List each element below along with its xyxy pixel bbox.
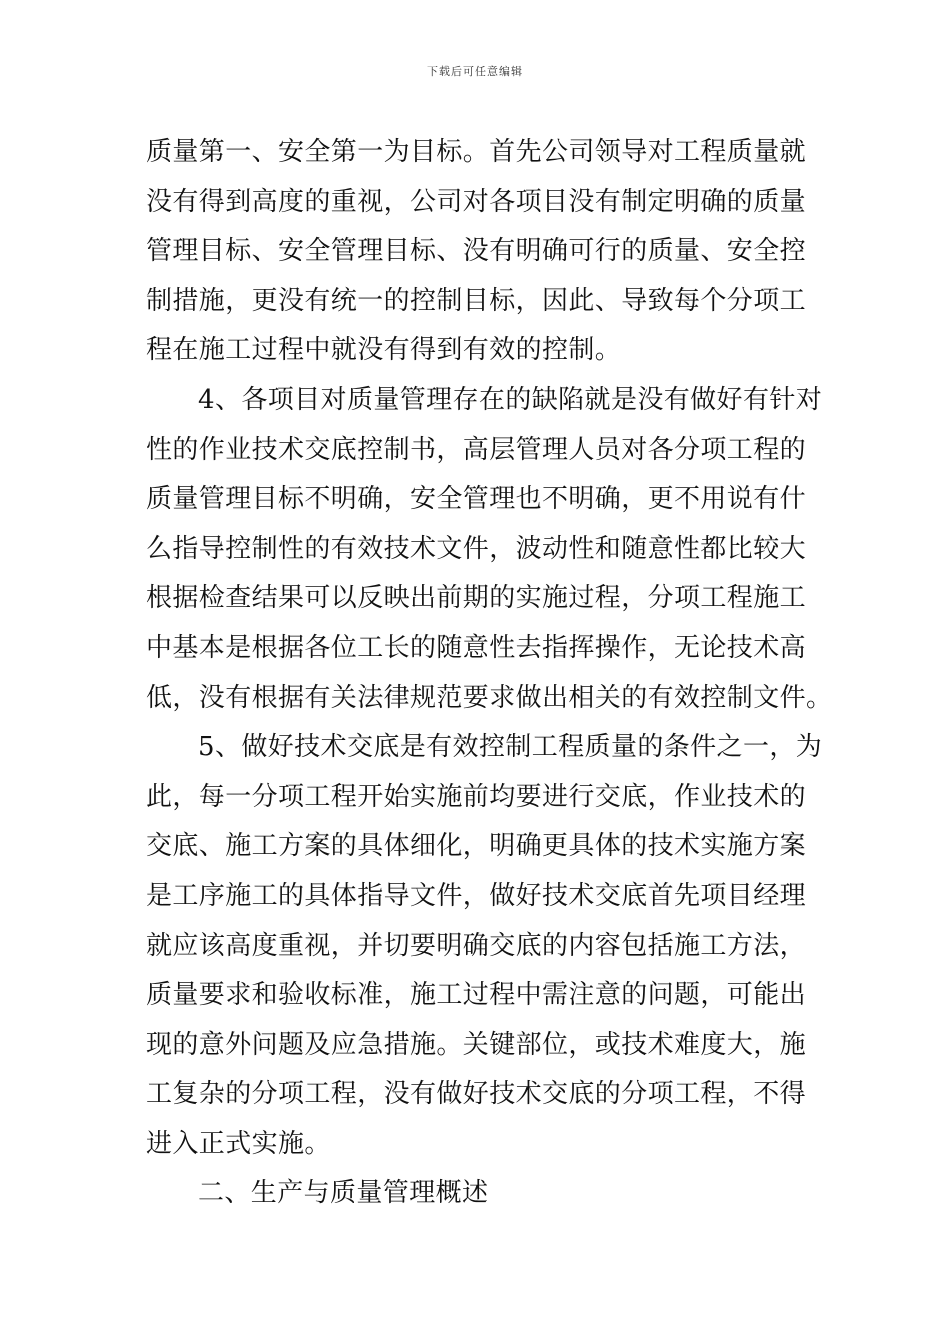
paragraph-line: 质量要求和验收标准，施工过程中需注意的问题，可能出	[146, 980, 807, 1011]
section-heading: 二、生产与质量管理概述	[198, 1178, 489, 1209]
paragraph-line: 没有得到高度的重视，公司对各项目没有制定明确的质量	[146, 186, 807, 217]
paragraph-line: 就应该高度重视，并切要明确交底的内容包括施工方法，	[146, 930, 807, 961]
paragraph-line: 根据检查结果可以反映出前期的实施过程，分项工程施工	[146, 583, 807, 614]
paragraph-line: 管理目标、安全管理目标、没有明确可行的质量、安全控	[146, 236, 807, 267]
paragraph-line: 质量管理目标不明确，安全管理也不明确，更不用说有什	[146, 484, 807, 515]
page-header: 下载后可任意编辑	[427, 65, 523, 78]
paragraph-line: 性的作业技术交底控制书，高层管理人员对各分项工程的	[146, 434, 807, 465]
paragraph-line: 是工序施工的具体指导文件，做好技术交底首先项目经理	[146, 880, 807, 911]
paragraph-line: 么指导控制性的有效技术文件，波动性和随意性都比较大	[146, 533, 807, 564]
paragraph-line: 工复杂的分项工程，没有做好技术交底的分项工程，不得	[146, 1079, 807, 1110]
paragraph-line: 5、做好技术交底是有效控制工程质量的条件之一，为	[198, 732, 823, 763]
paragraph-line: 现的意外问题及应急措施。关键部位，或技术难度大，施	[146, 1029, 807, 1060]
paragraph-line: 4、各项目对质量管理存在的缺陷就是没有做好有针对	[198, 384, 823, 415]
paragraph-line: 中基本是根据各位工长的随意性去指挥操作，无论技术高	[146, 632, 807, 663]
paragraph-line: 低，没有根据有关法律规范要求做出相关的有效控制文件。	[146, 682, 833, 713]
paragraph-line: 进入正式实施。	[146, 1128, 331, 1159]
paragraph-line: 制措施，更没有统一的控制目标，因此、导致每个分项工	[146, 285, 807, 316]
paragraph-line: 此，每一分项工程开始实施前均要进行交底，作业技术的	[146, 781, 807, 812]
paragraph-line: 程在施工过程中就没有得到有效的控制。	[146, 335, 622, 366]
paragraph-line: 质量第一、安全第一为目标。首先公司领导对工程质量就	[146, 137, 807, 167]
document-body	[146, 128, 833, 1219]
paragraph-line: 交底、施工方案的具体细化，明确更具体的技术实施方案	[146, 831, 807, 862]
